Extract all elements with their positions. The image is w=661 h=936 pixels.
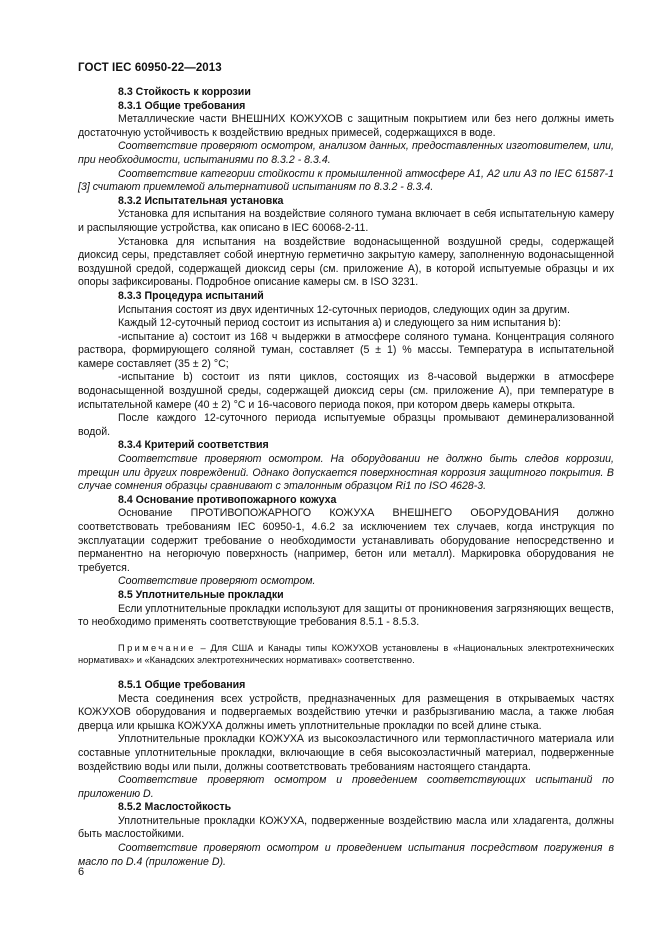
section-8-3-2-heading: 8.3.2 Испытательная установка [118,194,284,207]
section-8-3-heading: 8.3 Стойкость к коррозии [118,86,251,98]
page-number: 6 [78,866,85,878]
compliance-paragraph: Соответствие проверяют осмотром. [118,575,316,588]
note-text: – Для США и Канады типы КОЖУХОВ установлены в «Национальных электротехнических нормативах» и «Канадских электротехнических нормативах» соответственно. [78,642,614,666]
standard-header: ГОСТ IEC 60950-22—2013 [78,62,222,74]
paragraph: После каждого 12-суточного периода испытуемые образцы промывают деминерализованной водой. [78,412,614,438]
paragraph: Каждый 12-суточный период состоит из испытания а) и следующего за ним испытания b): [118,317,561,330]
note-label: Примечание [118,642,196,653]
paragraph: Испытания состоят из двух идентичных 12-суточных периодов, следующих один за другим. [118,303,570,316]
list-item-test-b: -испытание b) состоит из пяти циклов, состоящих из 8-часовой выдержки в атмосфере водонасыщенной воздушной среды, содержащей диоксид серы (см. приложение А), при температуре в испытательной камере (40 ± 2) °С и 16-часового периода покоя, при котором дверь камеры открыта. [78,371,614,411]
paragraph: Установка для испытания на воздействие водонасыщенной воздушной среды, содержащей диоксид серы, представляет собой инертную герметично закрытую камеру, заполненную водонасыщенной воздушной средой, содержащей диоксид серы (см. приложение А), в которой испытуемые образцы и их опоры зафиксированы. Подробное описание камеры см. в ISO 3231. [78,235,614,289]
paragraph: Основание ПРОТИВОПОЖАРНОГО КОЖУХА ВНЕШНЕГО ОБОРУДОВАНИЯ должно соответствовать требованиям IEC 60950-1, 4.6.2 за исключением тех случаев, когда инструкция по эксплуатации содержит требование о необходимости устанавливать оборудование непосредственно и перманентно на негорючую поверхность (например, бетон или металл). Маркировка оборудования не требуется. [78,507,614,574]
compliance-paragraph: Соответствие проверяют осмотром и проведением соответствующих испытаний по приложению D. [78,774,614,800]
paragraph: Уплотнительные прокладки КОЖУХА из высокоэластичного или термопластичного материала или составные уплотнительные прокладки, включающие в себя высокоэластичный материал, подверженные воздействию воды или пыли, должны соответствовать требованиям настоящего стандарта. [78,733,614,773]
compliance-paragraph: Соответствие проверяют осмотром и проведением испытания посредством погружения в масло по D.4 (приложение D). [78,842,614,868]
section-8-3-1-heading: 8.3.1 Общие требования [118,99,246,112]
compliance-paragraph: Соответствие проверяют осмотром, анализом данных, предоставленных изготовителем, или, при необходимости, испытаниями по 8.3.2 - 8.3.4. [78,140,614,166]
note [78,642,614,667]
paragraph: Установка для испытания на воздействие соляного тумана включает в себя испытательную камеру и распыляющие устройства, как описано в IEC 60068-2-11. [78,208,614,234]
paragraph: Металлические части ВНЕШНИХ КОЖУХОВ с защитным покрытием или без него должны иметь достаточную устойчивость к воздействию вредных примесей, содержащихся в воде. [78,113,614,139]
section-8-4-heading: 8.4 Основание противопожарного кожуха [118,493,337,506]
section-8-5-2-heading: 8.5.2 Маслостойкость [118,801,232,814]
compliance-paragraph: Соответствие категории стойкости к промышленной атмосфере А1, А2 или А3 по IEC 61587-1 [3] считают приемлемой альтернативой испытаниям по 8.3.2 - 8.3.4. [78,167,614,194]
paragraph: Уплотнительные прокладки КОЖУХА, подверженные воздействию масла или хладагента, должны быть маслостойкими. [78,814,614,841]
list-item-test-a: -испытание а) состоит из 168 ч выдержки в атмосфере соляного тумана. Концентрация соляного раствора, формирующего соляной туман, составляет (5 ± 1) % массы. Температура в испытательной камере составляет (35 ± 2) °С; [78,330,614,370]
section-8-5-1-heading: 8.5.1 Общие требования [118,678,246,691]
compliance-paragraph: Соответствие проверяют осмотром. На оборудовании не должно быть следов коррозии, трещин или других повреждений. Однако допускается поверхностная коррозия защитного покрытия. В случае сомнения образцы сравнивают с эталонным образцом Ri1 по ISO 4628-3. [78,453,614,493]
section-8-5-heading: 8.5 Уплотнительные прокладки [118,588,284,601]
document-body [78,86,614,869]
section-8-3-3-heading: 8.3.3 Процедура испытаний [118,289,264,302]
paragraph: Места соединения всех устройств, предназначенных для размещения в открываемых частях КОЖУХОВ оборудования и подвергаемых воздействию утечки и разбрызгиванию масла, а также любая дверца или крышка КОЖУХА должны иметь уплотнительные прокладки по всей длине стыка. [78,692,614,732]
paragraph: Если уплотнительные прокладки используют для защиты от проникновения загрязняющих веществ, то необходимо применять соответствующие требования 8.5.1 - 8.5.3. [78,602,614,629]
section-8-3-4-heading: 8.3.4 Критерий соответствия [118,439,269,452]
